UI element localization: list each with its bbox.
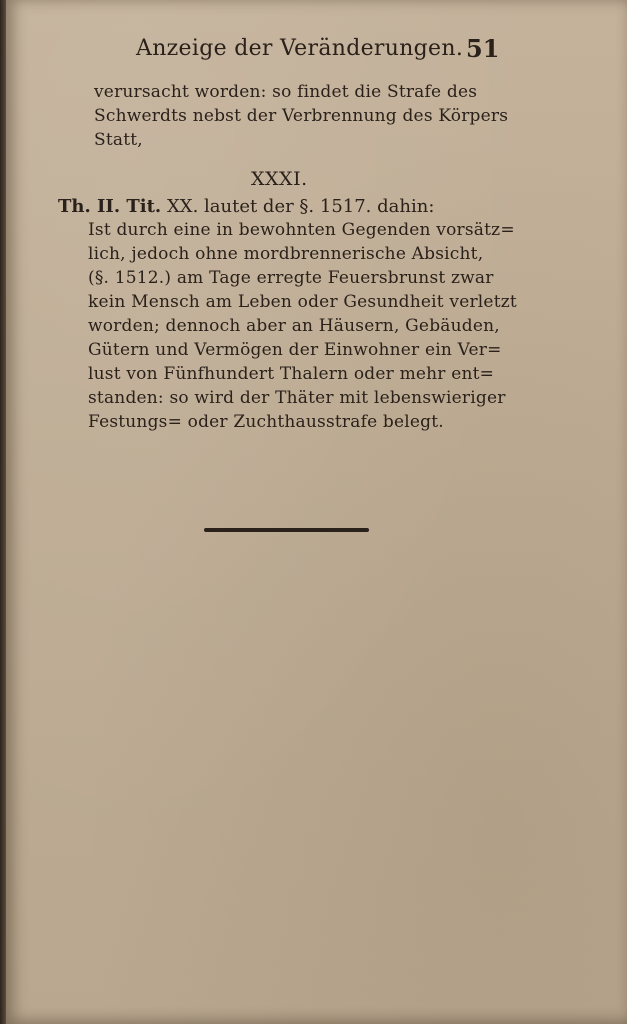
- text-line: Statt,: [94, 130, 143, 150]
- paragraph-line: lich, jedoch ohne mordbrennerische Absicht,: [88, 244, 484, 264]
- section-heading: XXXI.: [251, 168, 308, 190]
- paragraph-line: worden; dennoch aber an Häusern, Gebäuden,: [88, 316, 500, 336]
- paragraph-line: Festungs= oder Zuchthausstrafe belegt.: [88, 412, 444, 432]
- paragraph-line: Gütern und Vermögen der Einwohner ein Ver=: [88, 340, 502, 360]
- text-line: Schwerdts nebst der Verbrennung des Körpers: [94, 106, 509, 126]
- reference-text: XX. lautet der §. 1517. dahin:: [166, 196, 435, 217]
- paragraph-line: standen: so wird der Thäter mit lebenswieriger: [88, 388, 506, 408]
- paragraph-line: lust von Fünfhundert Thalern oder mehr ent=: [88, 364, 495, 384]
- reference-label: Th. II. Tit.: [58, 196, 162, 217]
- end-rule-divider: [204, 528, 369, 532]
- page-number: 51: [466, 34, 500, 63]
- text-line: verursacht worden: so findet die Strafe des: [94, 82, 478, 102]
- reference-line: [58, 196, 434, 217]
- paragraph-line: (§. 1512.) am Tage erregte Feuersbrunst zwar: [88, 268, 494, 288]
- running-head: Anzeige der Veränderungen.: [136, 36, 464, 61]
- book-page: [6, 0, 627, 1024]
- paragraph-line: Ist durch eine in bewohnten Gegenden vorsätz=: [88, 220, 515, 240]
- paragraph-line: kein Mensch am Leben oder Gesundheit verletzt: [88, 292, 517, 312]
